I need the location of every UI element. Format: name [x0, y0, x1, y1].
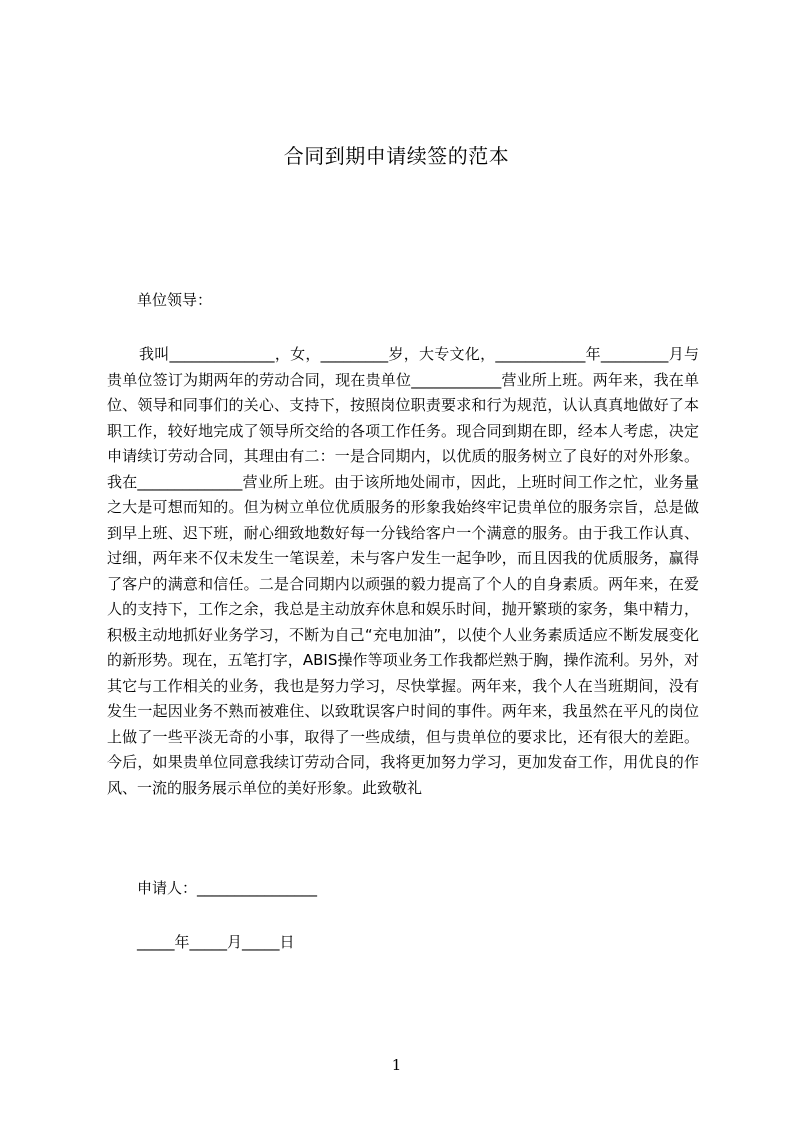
page-number: 1 [391, 1056, 402, 1074]
salutation: 单位领导： [137, 291, 213, 309]
applicant-signature-line: 申请人：________________ [137, 879, 318, 897]
document-title: 合同到期申请续签的范本 [283, 144, 510, 168]
body-paragraph: 我叫______________，女，_________岁，大专文化，____________年_________月与贵单位签订为期两年的劳动合同，现在贵单位____________营业所上班。两年来，我在单位、领导和同事们的关心、支持下，按照岗位职责要求和行为规范，认认真真地做好了本职工作，较好地完成了领导所交给的各项工作任务。现合同到期在即，经本人考虑，决定申请续订劳动合同，其理由有二：一是合同期内，以优质的服务树立了良好的对外形象。我在______________营业所上班。由于该所地处闹市，因此，上班时间工作之忙，业务量之大是可想而知的。但为树立单位优质服务的形象我始终牢记贵单位的服务宗旨，总是做到早上班、迟下班，耐心细致地数好每一分钱给客户一个满意的服务。由于我工作认真、过细，两年来不仅未发生一笔误差，未与客户发生一起争吵，而且因我的优质服务，赢得了客户的满意和信任。二是合同期内以顽强的毅力提高了个人的自身素质。两年来，在爱人的支持下，工作之余，我总是主动放弃休息和娱乐时间，抛开繁琐的家务，集中精力，积极主动地抓好业务学习，不断为自己“充电加油”，以使个人业务素质适应不断发展变化的新形势。现在，五笔打字，ABIS操作等项业务工作我都烂熟于胸，操作流利。另外，对其它与工作相关的业务，我也是努力学习，尽快掌握。两年来，我个人在当班期间，没有发生一起因业务不熟而被难住、以致耽误客户时间的事件。两年来，我虽然在平凡的岗位上做了一些平淡无奇的小事，取得了一些成绩，但与贵单位的要求比，还有很大的差距。今后，如果贵单位同意我续订劳动合同，我将更加努力学习，更加发奋工作，用优良的作风、一流的服务展示单位的美好形象。此致敬礼 [107, 345, 699, 797]
date-line: _____年_____月_____日 [137, 933, 295, 951]
